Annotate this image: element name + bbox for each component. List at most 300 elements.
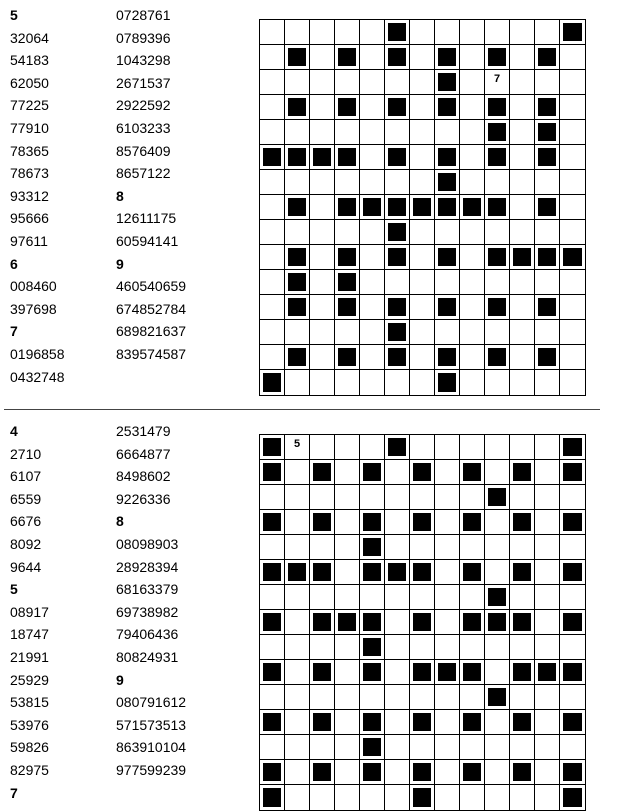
grid-cell[interactable] [285, 320, 310, 345]
grid-cell[interactable] [335, 170, 360, 195]
grid-cell[interactable] [460, 435, 485, 460]
grid-cell[interactable] [510, 45, 535, 70]
grid-cell[interactable] [285, 220, 310, 245]
grid-cell[interactable] [535, 460, 560, 485]
grid-cell[interactable] [460, 145, 485, 170]
grid-cell[interactable] [510, 20, 535, 45]
grid-cell[interactable] [360, 45, 385, 70]
grid-cell[interactable] [460, 45, 485, 70]
grid-cell[interactable] [485, 760, 510, 785]
black-cell [260, 370, 285, 395]
grid-cell[interactable] [560, 70, 585, 95]
grid-cell[interactable] [385, 485, 410, 510]
grid-cell[interactable] [535, 70, 560, 95]
grid-cell[interactable] [510, 70, 535, 95]
black-cell [385, 195, 410, 220]
grid-cell[interactable] [410, 120, 435, 145]
number-entry: 8576409 [116, 142, 171, 159]
black-cell [435, 95, 460, 120]
grid-cell[interactable] [360, 785, 385, 810]
grid-cell[interactable] [260, 20, 285, 45]
grid-cell[interactable] [560, 585, 585, 610]
grid-cell[interactable] [410, 20, 435, 45]
grid-cell[interactable] [410, 635, 435, 660]
black-cell [535, 660, 560, 685]
grid-cell[interactable] [285, 70, 310, 95]
grid-cell[interactable] [260, 120, 285, 145]
grid-cell[interactable] [385, 70, 410, 95]
grid-cell[interactable] [510, 535, 535, 560]
black-cell [360, 735, 385, 760]
grid-cell[interactable] [485, 270, 510, 295]
grid-cell[interactable] [435, 760, 460, 785]
grid-cell[interactable] [335, 460, 360, 485]
black-cell [460, 610, 485, 635]
grid-cell[interactable] [410, 45, 435, 70]
number-entry: 78673 [10, 165, 49, 182]
grid-cell[interactable] [510, 120, 535, 145]
grid-cell[interactable] [485, 460, 510, 485]
grid-cell[interactable] [360, 220, 385, 245]
grid-cell[interactable] [310, 270, 335, 295]
grid-cell[interactable] [510, 195, 535, 220]
number-entry: 6676 [10, 513, 42, 530]
grid-cell[interactable] [335, 320, 360, 345]
grid-cell[interactable] [285, 585, 310, 610]
grid-cell[interactable] [560, 635, 585, 660]
grid-cell[interactable] [260, 45, 285, 70]
grid-cell[interactable] [460, 70, 485, 95]
grid-cell[interactable] [260, 485, 285, 510]
grid-cell[interactable] [385, 685, 410, 710]
black-cell [385, 20, 410, 45]
grid-cell[interactable] [360, 685, 385, 710]
grid-cell[interactable] [510, 685, 535, 710]
grid-cell[interactable] [410, 485, 435, 510]
grid-cell[interactable] [460, 120, 485, 145]
grid-cell[interactable] [310, 535, 335, 560]
grid-cell[interactable] [485, 560, 510, 585]
grid-cell[interactable] [485, 435, 510, 460]
grid-cell[interactable] [560, 170, 585, 195]
grid-cell[interactable] [335, 785, 360, 810]
grid-cell[interactable] [385, 585, 410, 610]
grid-cell[interactable] [410, 320, 435, 345]
grid-cell[interactable] [485, 70, 510, 95]
grid-cell[interactable] [535, 685, 560, 710]
grid-cell[interactable] [410, 270, 435, 295]
grid-cell[interactable] [510, 95, 535, 120]
grid-cell[interactable] [410, 370, 435, 395]
grid-cell[interactable] [285, 710, 310, 735]
grid-cell[interactable] [485, 660, 510, 685]
grid-cell[interactable] [535, 635, 560, 660]
grid-cell[interactable] [310, 370, 335, 395]
grid-cell[interactable] [335, 660, 360, 685]
grid-cell[interactable] [535, 535, 560, 560]
grid-cell[interactable] [360, 345, 385, 370]
grid-cell[interactable] [460, 320, 485, 345]
grid-cell[interactable] [260, 735, 285, 760]
number-entry: 69738982 [116, 603, 179, 620]
grid-cell[interactable] [510, 370, 535, 395]
grid-cell[interactable] [560, 295, 585, 320]
grid-cell[interactable] [285, 760, 310, 785]
grid-cell[interactable] [435, 735, 460, 760]
grid-cell[interactable] [460, 585, 485, 610]
grid-cell[interactable] [535, 760, 560, 785]
grid-cell[interactable] [260, 635, 285, 660]
grid-cell[interactable] [260, 345, 285, 370]
black-cell [485, 585, 510, 610]
grid-cell[interactable] [260, 295, 285, 320]
grid-cell[interactable] [410, 95, 435, 120]
grid-cell[interactable] [510, 320, 535, 345]
grid-cell[interactable] [435, 485, 460, 510]
grid-cell[interactable] [360, 270, 385, 295]
grid-cell[interactable] [460, 485, 485, 510]
grid-cell[interactable] [335, 70, 360, 95]
grid-cell[interactable] [510, 270, 535, 295]
grid-cell[interactable] [285, 660, 310, 685]
grid-cell[interactable] [410, 220, 435, 245]
black-cell [485, 245, 510, 270]
grid-cell[interactable] [435, 710, 460, 735]
grid-cell[interactable] [435, 20, 460, 45]
grid-cell[interactable] [510, 785, 535, 810]
grid-cell[interactable] [310, 120, 335, 145]
grid-cell[interactable] [360, 20, 385, 45]
black-cell [460, 760, 485, 785]
grid-cell[interactable] [560, 45, 585, 70]
grid-cell[interactable] [310, 635, 335, 660]
grid-cell[interactable] [260, 535, 285, 560]
black-cell [510, 460, 535, 485]
grid-cell[interactable] [535, 785, 560, 810]
grid-cell[interactable] [485, 710, 510, 735]
grid-cell[interactable] [285, 170, 310, 195]
grid-cell[interactable] [335, 370, 360, 395]
grid-cell[interactable] [460, 635, 485, 660]
grid-cell[interactable] [310, 170, 335, 195]
grid-cell[interactable] [485, 735, 510, 760]
grid-cell[interactable] [460, 685, 485, 710]
grid-cell[interactable] [460, 370, 485, 395]
grid-cell[interactable] [560, 95, 585, 120]
grid-cell[interactable] [260, 95, 285, 120]
grid-cell[interactable] [460, 20, 485, 45]
grid-cell[interactable] [335, 120, 360, 145]
grid-cell[interactable] [510, 170, 535, 195]
black-cell [535, 245, 560, 270]
grid-cell[interactable] [535, 610, 560, 635]
grid-cell[interactable] [310, 320, 335, 345]
grid-cell[interactable] [285, 535, 310, 560]
grid-cell[interactable] [510, 735, 535, 760]
number-entry: 68163379 [116, 581, 179, 598]
grid-cell[interactable] [560, 145, 585, 170]
grid-cell[interactable] [485, 510, 510, 535]
grid-cell[interactable] [260, 195, 285, 220]
black-cell [310, 510, 335, 535]
grid-cell[interactable] [535, 435, 560, 460]
grid-cell[interactable] [435, 560, 460, 585]
grid-cell[interactable] [485, 320, 510, 345]
grid-cell[interactable] [435, 460, 460, 485]
grid-cell[interactable] [435, 120, 460, 145]
grid-cell[interactable] [510, 345, 535, 370]
grid-cell[interactable] [260, 220, 285, 245]
grid-cell[interactable] [310, 20, 335, 45]
grid-cell[interactable] [360, 435, 385, 460]
grid-cell[interactable] [335, 685, 360, 710]
grid-cell[interactable] [435, 610, 460, 635]
number-entry: 6559 [10, 490, 42, 507]
grid-cell[interactable] [310, 685, 335, 710]
grid-cell[interactable] [435, 785, 460, 810]
black-cell [360, 660, 385, 685]
grid-cell[interactable] [285, 635, 310, 660]
grid-cell[interactable] [460, 785, 485, 810]
grid-cell[interactable] [460, 535, 485, 560]
grid-cell[interactable] [560, 270, 585, 295]
grid-cell[interactable] [385, 785, 410, 810]
grid-cell[interactable] [510, 635, 535, 660]
grid-cell[interactable] [335, 220, 360, 245]
grid-cell[interactable] [460, 270, 485, 295]
grid-cell[interactable] [285, 510, 310, 535]
grid-cell[interactable] [410, 585, 435, 610]
grid-cell[interactable] [360, 320, 385, 345]
grid-cell[interactable] [410, 345, 435, 370]
grid-cell[interactable] [535, 585, 560, 610]
grid-cell[interactable] [310, 435, 335, 460]
black-cell [410, 460, 435, 485]
grid-cell[interactable] [335, 710, 360, 735]
grid-cell[interactable] [285, 370, 310, 395]
grid-cell[interactable] [560, 345, 585, 370]
grid-cell[interactable] [485, 170, 510, 195]
grid-cell[interactable] [360, 170, 385, 195]
grid-cell[interactable] [560, 370, 585, 395]
grid-cell[interactable] [510, 485, 535, 510]
grid-cell[interactable] [535, 220, 560, 245]
grid-cell[interactable] [335, 510, 360, 535]
grid-cell[interactable] [435, 585, 460, 610]
grid-cell[interactable] [285, 435, 310, 460]
grid-cell[interactable] [435, 270, 460, 295]
number-entry: 82975 [10, 761, 49, 778]
grid-cell[interactable] [260, 270, 285, 295]
grid-cell[interactable] [560, 120, 585, 145]
grid-cell[interactable] [385, 760, 410, 785]
grid-cell[interactable] [535, 560, 560, 585]
grid-cell[interactable] [310, 195, 335, 220]
grid-cell[interactable] [535, 710, 560, 735]
grid-cell[interactable] [510, 435, 535, 460]
grid-cell[interactable] [560, 735, 585, 760]
grid-cell[interactable] [410, 735, 435, 760]
black-cell [510, 610, 535, 635]
grid-cell[interactable] [435, 535, 460, 560]
grid-cell[interactable] [285, 685, 310, 710]
grid-cell[interactable] [560, 220, 585, 245]
grid-cell[interactable] [410, 685, 435, 710]
black-cell [460, 195, 485, 220]
grid-cell[interactable] [310, 295, 335, 320]
grid-cell[interactable] [260, 245, 285, 270]
grid-cell[interactable] [310, 95, 335, 120]
grid-cell[interactable] [510, 585, 535, 610]
grid-cell[interactable] [360, 70, 385, 95]
grid-cell[interactable] [360, 145, 385, 170]
grid-cell[interactable] [285, 460, 310, 485]
grid-cell[interactable] [335, 635, 360, 660]
grid-cell[interactable] [285, 735, 310, 760]
grid-cell[interactable] [360, 95, 385, 120]
grid-cell[interactable] [535, 510, 560, 535]
grid-cell[interactable] [410, 70, 435, 95]
grid-cell[interactable] [435, 635, 460, 660]
black-cell [410, 760, 435, 785]
number-entry: 460540659 [116, 278, 187, 295]
grid-cell[interactable] [385, 120, 410, 145]
grid-cell[interactable] [560, 535, 585, 560]
grid-cell[interactable] [285, 485, 310, 510]
grid-cell[interactable] [435, 510, 460, 535]
grid-cell[interactable] [385, 535, 410, 560]
grid-cell[interactable] [335, 485, 360, 510]
grid-cell[interactable] [410, 145, 435, 170]
grid-cell[interactable] [285, 610, 310, 635]
grid-cell[interactable] [310, 220, 335, 245]
black-cell [335, 95, 360, 120]
grid-cell[interactable] [335, 560, 360, 585]
grid-cell[interactable] [385, 370, 410, 395]
grid-cell[interactable] [385, 510, 410, 535]
grid-cell[interactable] [310, 785, 335, 810]
grid-cell[interactable] [535, 170, 560, 195]
grid-cell[interactable] [485, 20, 510, 45]
grid-cell[interactable] [310, 485, 335, 510]
grid-cell[interactable] [310, 585, 335, 610]
grid-cell[interactable] [560, 485, 585, 510]
grid-cell[interactable] [335, 585, 360, 610]
grid-cell[interactable] [460, 295, 485, 320]
black-cell [385, 320, 410, 345]
grid-cell[interactable] [310, 45, 335, 70]
grid-cell[interactable] [485, 635, 510, 660]
black-cell [310, 760, 335, 785]
grid-cell[interactable] [485, 535, 510, 560]
grid-cell[interactable] [335, 760, 360, 785]
crossword-grid [259, 434, 586, 811]
grid-cell[interactable] [260, 585, 285, 610]
grid-cell[interactable] [260, 70, 285, 95]
grid-cell[interactable] [535, 20, 560, 45]
grid-cell[interactable] [285, 120, 310, 145]
grid-cell[interactable] [460, 345, 485, 370]
grid-cell[interactable] [260, 320, 285, 345]
grid-cell[interactable] [410, 245, 435, 270]
grid-cell[interactable] [535, 270, 560, 295]
grid-cell[interactable] [435, 220, 460, 245]
grid-cell[interactable] [360, 120, 385, 145]
grid-cell[interactable] [510, 220, 535, 245]
black-cell [335, 270, 360, 295]
grid-cell[interactable] [460, 95, 485, 120]
grid-cell[interactable] [360, 295, 385, 320]
grid-cell[interactable] [560, 685, 585, 710]
grid-cell[interactable] [510, 295, 535, 320]
grid-cell[interactable] [260, 170, 285, 195]
grid-cell[interactable] [460, 245, 485, 270]
grid-cell[interactable] [410, 295, 435, 320]
grid-cell[interactable] [310, 245, 335, 270]
grid-cell[interactable] [435, 685, 460, 710]
grid-cell[interactable] [460, 220, 485, 245]
black-cell [435, 70, 460, 95]
black-cell [485, 95, 510, 120]
grid-cell[interactable] [410, 435, 435, 460]
grid-cell[interactable] [485, 370, 510, 395]
grid-cell[interactable] [335, 735, 360, 760]
grid-cell[interactable] [335, 535, 360, 560]
puzzle-2 [0, 412, 622, 812]
grid-cell[interactable] [410, 170, 435, 195]
grid-cell[interactable] [385, 660, 410, 685]
grid-cell[interactable] [460, 170, 485, 195]
grid-cell[interactable] [310, 70, 335, 95]
grid-cell[interactable] [460, 735, 485, 760]
grid-cell[interactable] [285, 785, 310, 810]
grid-cell[interactable] [435, 435, 460, 460]
grid-cell[interactable] [385, 270, 410, 295]
grid-cell[interactable] [310, 345, 335, 370]
grid-cell[interactable] [335, 435, 360, 460]
black-cell [285, 195, 310, 220]
grid-cell[interactable] [510, 145, 535, 170]
grid-cell[interactable] [435, 320, 460, 345]
grid-cell[interactable] [360, 245, 385, 270]
grid-cell[interactable] [560, 195, 585, 220]
grid-cell[interactable] [535, 735, 560, 760]
grid-cell[interactable] [385, 460, 410, 485]
grid-cell[interactable] [360, 485, 385, 510]
grid-cell[interactable] [285, 20, 310, 45]
grid-cell[interactable] [360, 585, 385, 610]
grid-cell[interactable] [385, 735, 410, 760]
grid-cell[interactable] [485, 220, 510, 245]
grid-cell[interactable] [335, 20, 360, 45]
grid-cell[interactable] [485, 785, 510, 810]
number-entry: 2710 [10, 445, 42, 462]
grid-cell[interactable] [535, 320, 560, 345]
grid-cell[interactable] [410, 535, 435, 560]
grid-cell[interactable] [535, 370, 560, 395]
number-entry: 32064 [10, 29, 49, 46]
grid-cell[interactable] [310, 735, 335, 760]
grid-cell[interactable] [385, 710, 410, 735]
black-cell [310, 145, 335, 170]
grid-cell[interactable] [260, 685, 285, 710]
grid-cell[interactable] [560, 320, 585, 345]
grid-cell[interactable] [535, 485, 560, 510]
grid-cell[interactable] [385, 170, 410, 195]
grid-cell[interactable] [385, 610, 410, 635]
grid-cell[interactable] [385, 635, 410, 660]
grid-cell[interactable] [360, 370, 385, 395]
